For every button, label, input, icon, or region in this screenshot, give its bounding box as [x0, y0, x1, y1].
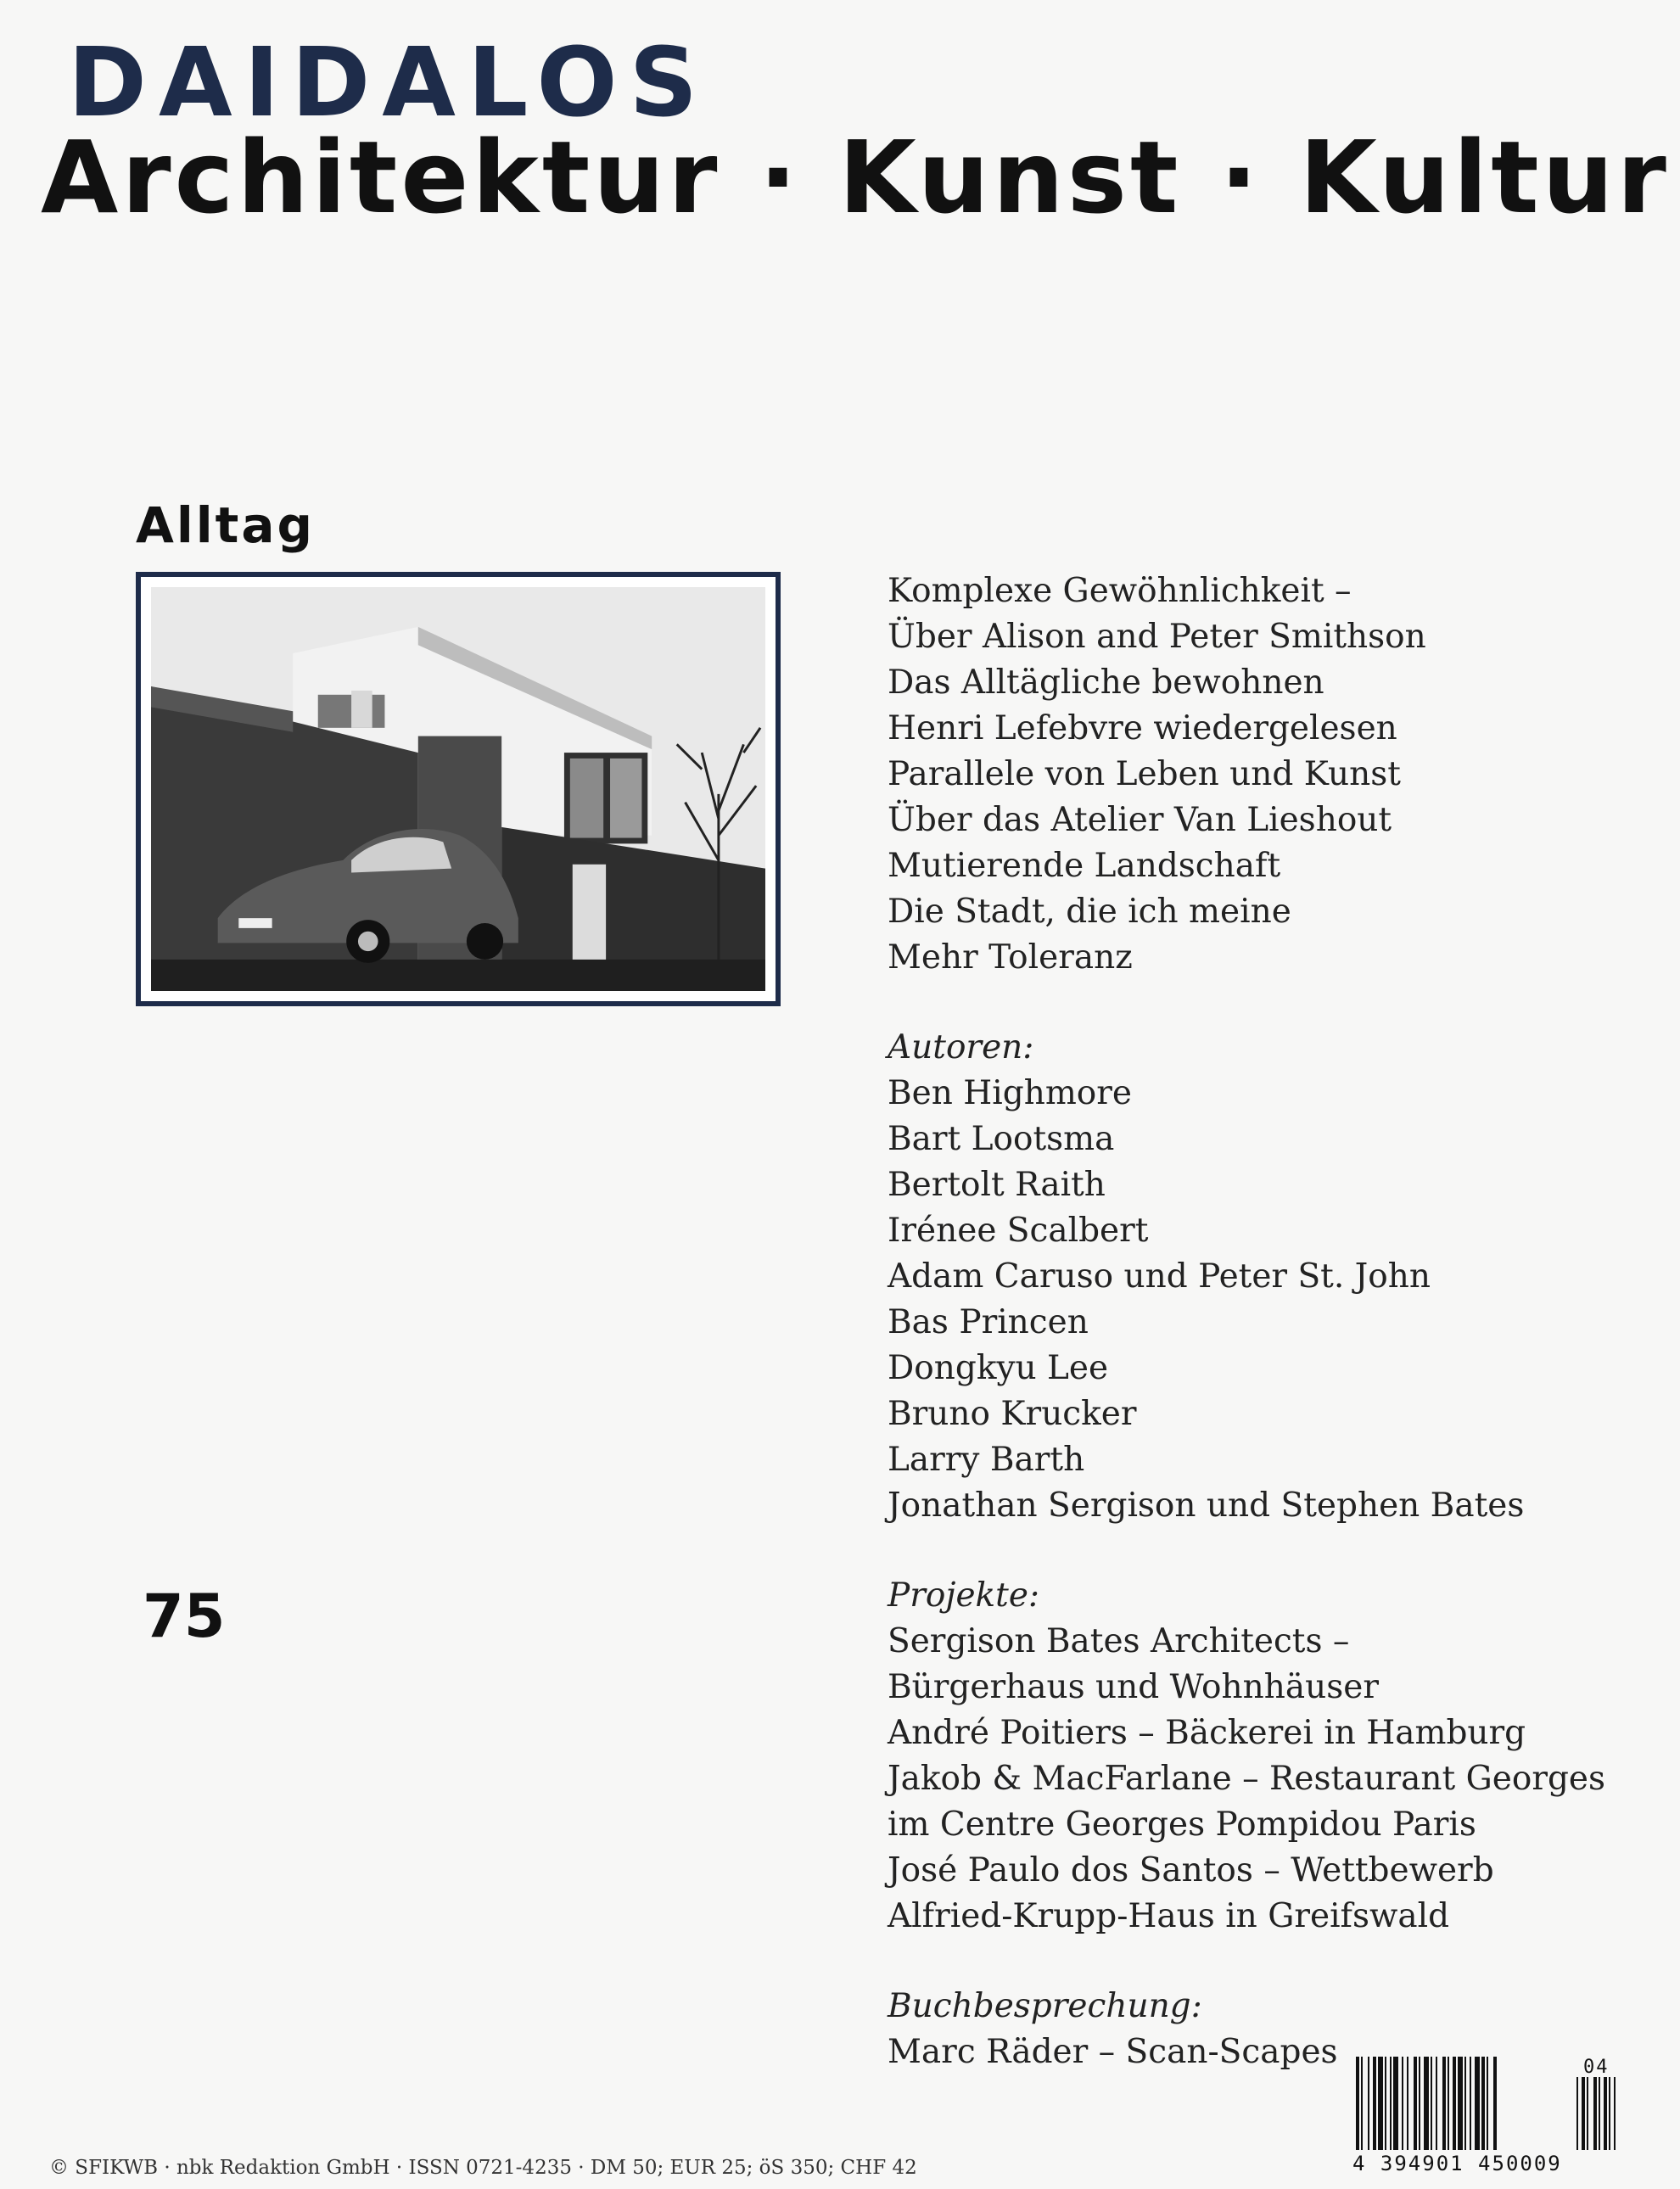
list-item: Über Alison and Peter Smithson	[888, 618, 1426, 656]
authors-heading: Autoren:	[888, 1028, 1034, 1067]
articles-list	[888, 568, 1651, 981]
barcode-bar	[1448, 2057, 1449, 2150]
list-item: Dongkyu Lee	[888, 1349, 1109, 1387]
barcode-bar	[1453, 2057, 1456, 2150]
cover-photo	[136, 572, 781, 1006]
barcode-bar	[1487, 2057, 1488, 2150]
list-item: Sergison Bates Architects –	[888, 1622, 1350, 1660]
barcode-addon: 04	[1583, 2057, 1610, 2078]
barcode-addon-bar	[1609, 2077, 1610, 2150]
barcode-bar	[1475, 2057, 1480, 2150]
barcode-bar	[1390, 2057, 1392, 2150]
barcode-bar	[1431, 2057, 1432, 2150]
list-item: Bürgerhaus und Wohnhäuser	[888, 1668, 1379, 1706]
barcode-addon-bar	[1576, 2077, 1578, 2150]
barcode-addon-bar	[1604, 2077, 1607, 2150]
list-item: Alfried-Krupp-Haus in Greifswald	[888, 1897, 1450, 1935]
barcode-bar	[1436, 2057, 1437, 2150]
barcode-bar	[1464, 2057, 1466, 2150]
barcode-bar	[1470, 2057, 1471, 2150]
barcode-bar	[1368, 2057, 1369, 2150]
list-item: Henri Lefebvre wiedergelesen	[888, 709, 1397, 747]
list-item: Larry Barth	[888, 1441, 1085, 1479]
list-item: Über das Atelier Van Lieshout	[888, 801, 1392, 839]
projects-list	[888, 1573, 1651, 1940]
review-heading: Buchbesprechung:	[888, 1987, 1202, 2025]
list-item: Komplexe Gewöhnlichkeit –	[888, 572, 1352, 610]
list-item: im Centre Georges Pompidou Paris	[888, 1806, 1476, 1844]
barcode-bar	[1402, 2057, 1403, 2150]
list-item: Jakob & MacFarlane – Restaurant Georges	[888, 1760, 1606, 1798]
list-item: Jonathan Sergison und Stephen Bates	[888, 1486, 1525, 1525]
list-item: Irénee Scalbert	[888, 1212, 1149, 1250]
barcode-addon-bar	[1599, 2077, 1600, 2150]
table-of-contents	[888, 568, 1651, 2119]
list-item: Mutierende Landschaft	[888, 847, 1281, 885]
list-item: Bart Lootsma	[888, 1120, 1115, 1158]
barcode-bar	[1407, 2057, 1408, 2150]
house-with-car-photo-icon	[151, 587, 765, 991]
authors-list	[888, 1025, 1651, 1529]
list-item: Bertolt Raith	[888, 1166, 1106, 1204]
barcode-bar	[1481, 2057, 1485, 2150]
barcode-bar	[1393, 2057, 1398, 2150]
list-item: Adam Caruso und Peter St. John	[888, 1257, 1431, 1296]
list-item: Die Stadt, die ich meine	[888, 893, 1291, 931]
barcode-bar	[1458, 2057, 1463, 2150]
issue-number: 75	[143, 1582, 226, 1651]
list-item: Das Alltägliche bewohnen	[888, 663, 1324, 702]
list-item: Bruno Krucker	[888, 1395, 1137, 1433]
issue-theme: Alltag	[136, 496, 316, 554]
list-item: José Paulo dos Santos – Wettbewerb	[888, 1851, 1494, 1889]
magazine-title: DAIDALOS	[68, 28, 710, 138]
barcode-bars	[1349, 2057, 1621, 2150]
list-item: Parallele von Leben und Kunst	[888, 755, 1401, 793]
barcode-bar	[1424, 2057, 1429, 2150]
list-item: Marc Räder – Scan-Scapes	[888, 2033, 1338, 2071]
barcode-bar	[1373, 2057, 1376, 2150]
barcode-number: 4 394901 450009	[1352, 2152, 1562, 2175]
barcode-bar	[1419, 2057, 1420, 2150]
barcode-bar	[1442, 2057, 1446, 2150]
barcode-bar	[1356, 2057, 1359, 2150]
barcode-bar	[1493, 2057, 1497, 2150]
barcode-bar	[1361, 2057, 1363, 2150]
list-item: Ben Highmore	[888, 1074, 1133, 1112]
barcode-addon-bar	[1587, 2077, 1588, 2150]
barcode-bar	[1385, 2057, 1386, 2150]
barcode-addon-bar	[1614, 2077, 1616, 2150]
barcode-bar	[1378, 2057, 1383, 2150]
projects-heading: Projekte:	[888, 1576, 1040, 1615]
barcode-addon-bar	[1582, 2077, 1585, 2150]
magazine-subtitle: Architektur · Kunst · Kultur	[41, 119, 1670, 236]
barcode-addon-bar	[1593, 2077, 1597, 2150]
list-item: Bas Princen	[888, 1303, 1089, 1341]
footer-imprint: © SFIKWB · nbk Redaktion GmbH · ISSN 0721-4235 · DM 50; EUR 25; öS 350; CHF 42	[49, 2157, 917, 2179]
barcode-bar	[1414, 2057, 1417, 2150]
list-item: André Poitiers – Bäckerei in Hamburg	[888, 1714, 1526, 1752]
list-item: Mehr Toleranz	[888, 938, 1133, 977]
